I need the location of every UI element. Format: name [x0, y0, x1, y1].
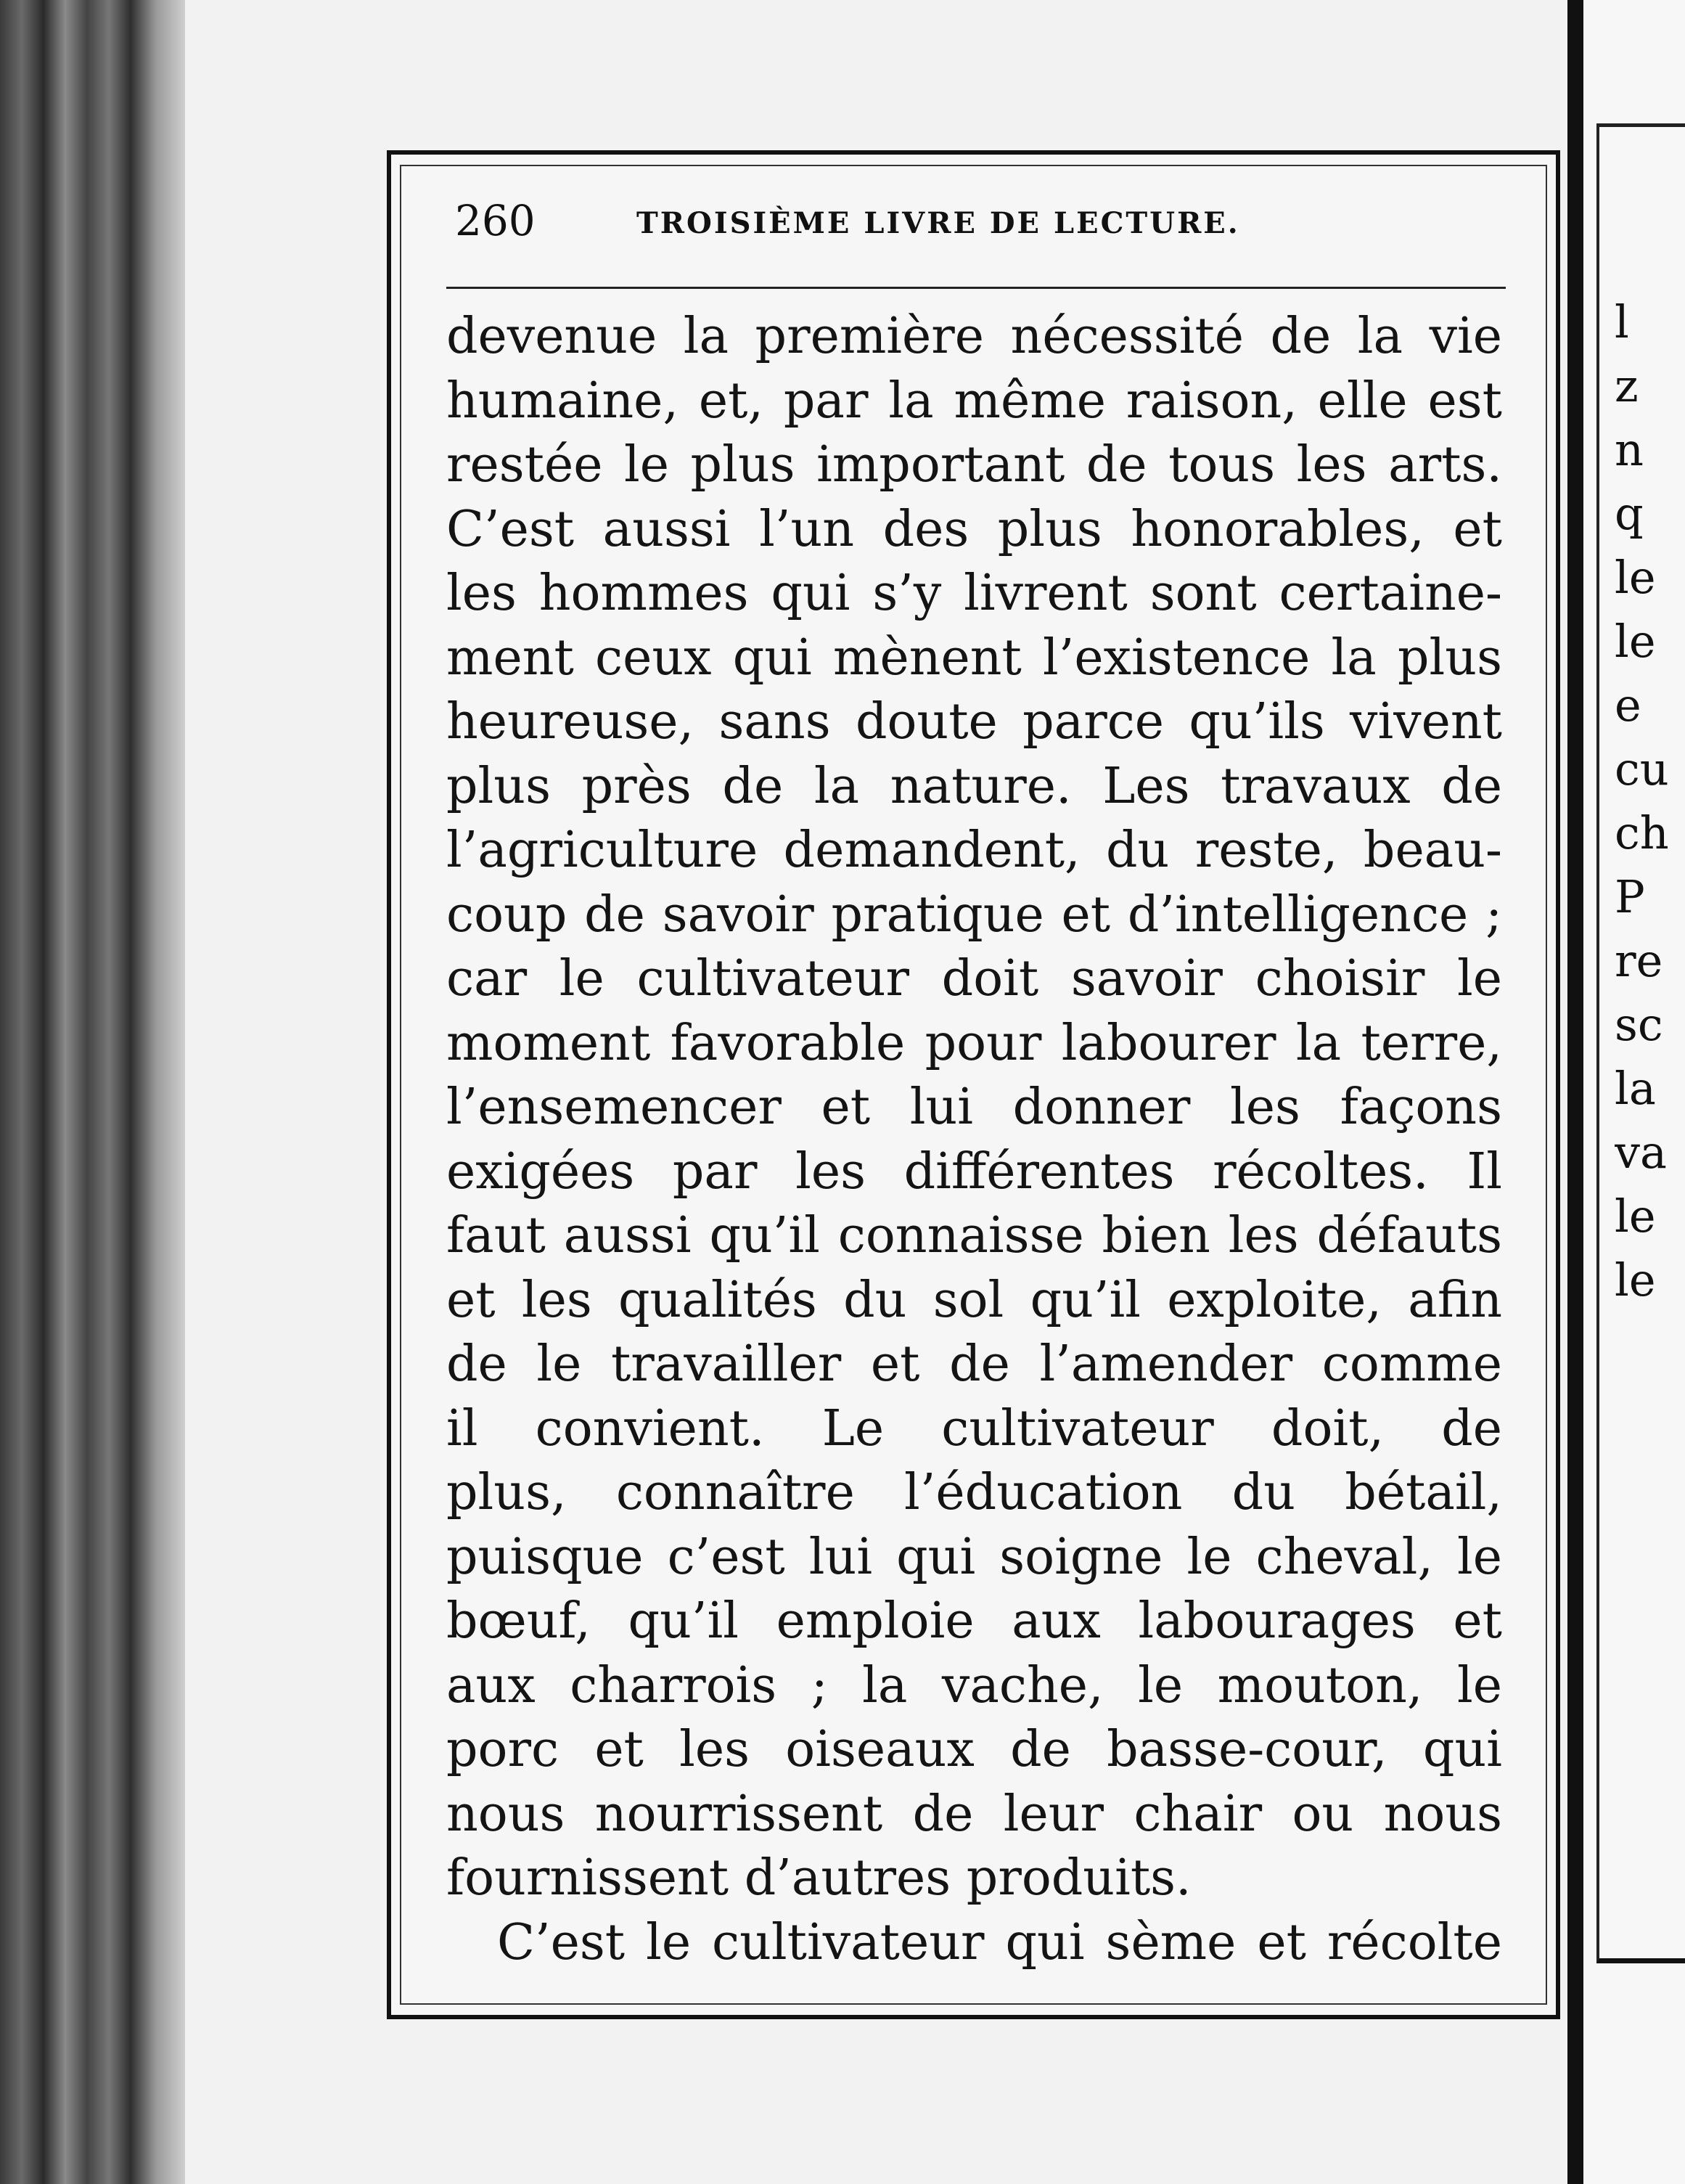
text-line: restée le plus important de tous les arts.: [446, 436, 1502, 494]
text-line: exigées par les différentes récoltes. Il: [446, 1142, 1502, 1201]
text-line: nous nourrissent de leur chair ou nous: [446, 1785, 1502, 1843]
text-line: faut aussi qu’il connaisse bien les défauts: [446, 1207, 1502, 1264]
text-line: moment favorable pour labourer la terre,: [446, 1014, 1502, 1072]
text-line: coup de savoir pratique et d’intelligence ;: [446, 886, 1502, 944]
running-title: TROISIÈME LIVRE DE LECTURE.: [636, 206, 1240, 240]
text-line: humaine, et, par la même raison, elle est: [446, 372, 1502, 430]
header-rule: [446, 287, 1506, 289]
text-line: car le cultivateur doit savoir choisir le: [446, 950, 1502, 1007]
text-line: C’est aussi l’un des plus honorables, et: [446, 500, 1502, 558]
text-line: C’est le cultivateur qui sème et récolte: [497, 1913, 1502, 1971]
text-line: porc et les oiseaux de basse-cour, qui: [446, 1721, 1502, 1778]
text-line: et les qualités du sol qu’il exploite, afin: [446, 1271, 1502, 1329]
text-line: plus près de la nature. Les travaux de: [446, 757, 1502, 815]
text-line: les hommes qui s’y livrent sont certaine-: [446, 565, 1502, 622]
text-line: l’ensemencer et lui donner les façons: [446, 1079, 1502, 1136]
text-line: heureuse, sans doute parce qu’ils vivent: [446, 693, 1502, 751]
book-spine: [0, 0, 185, 2184]
text-line: devenue la première nécessité de la vie: [446, 308, 1502, 365]
text-line: il convient. Le cultivateur doit, de: [446, 1399, 1502, 1457]
adjacent-page-text-fragments: l z n q le le e cu ch P re sc la va le le: [1615, 295, 1669, 1306]
page-header: [455, 196, 1529, 247]
text-line: l’agriculture demandent, du reste, beau-: [446, 822, 1502, 879]
text-line: aux charrois ; la vache, le mouton, le: [446, 1656, 1502, 1714]
text-line: de le travailler et de l’amender comme: [446, 1336, 1502, 1393]
page-number: 260: [455, 196, 536, 245]
text-line: ment ceux qui mènent l’existence la plus: [446, 629, 1502, 687]
text-line: plus, connaître l’éducation du bétail,: [446, 1464, 1502, 1521]
text-line: puisque c’est lui qui soigne le cheval, le: [446, 1528, 1502, 1586]
text-line: bœuf, qu’il emploie aux labourages et: [446, 1592, 1502, 1650]
text-line: fournissent d’autres produits.: [446, 1849, 1192, 1907]
body-text: [446, 305, 1502, 1975]
